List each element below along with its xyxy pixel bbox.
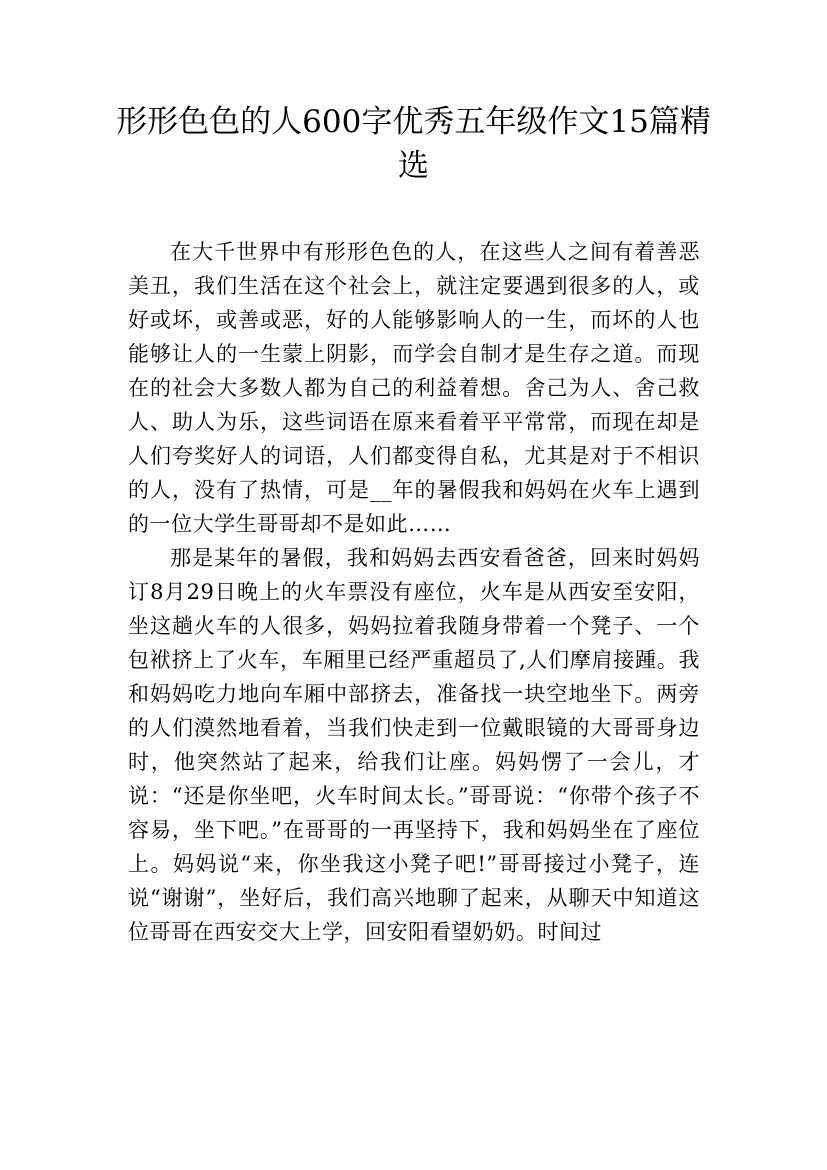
paragraph-1: 在大千世界中有形形色色的人，在这些人之间有着善恶美丑，我们生活在这个社会上，就注定要遇到很多的人，或好或坏，或善或恶，好的人能够影响人的一生，而坏的人也能够让人的一生蒙上阴影，而学会自制才是生存之道。而现在的社会大多数人都为自己的利益着想。舍己为人、舍己救人、助人为乐，这些词语在原来看着平平常常，而现在却是人们夸奖好人的词语，人们都变得自私，尤其是对于不相识的人，没有了热情，可是__年的暑假我和妈妈在火车上遇到的一位大学生哥哥却不是如此…… (128, 240, 700, 536)
document-title: 形形色色的人600字优秀五年级作文15篇精选 (116, 104, 711, 184)
document-body (128, 235, 700, 949)
paragraph-2: 那是某年的暑假，我和妈妈去西安看爸爸，回来时妈妈订8月29日晚上的火车票没有座位，火车是从西安至安阳，坐这趟火车的人很多，妈妈拉着我随身带着一个凳子、一个包袱挤上了火车，车厢里已经严重超员了,人们摩肩接踵。我和妈妈吃力地向车厢中部挤去，准备找一块空地坐下。两旁的人们漠然地看着，当我们快走到一位戴眼镜的大哥哥身边时，他突然站了起来，给我们让座。妈妈愣了一会儿，才说：“还是你坐吧，火车时间太长。”哥哥说：“你带个孩子不容易，坐下吧。”在哥哥的一再坚持下，我和妈妈坐在了座位上。妈妈说“来，你坐我这小凳子吧!”哥哥接过小凳子，连说“谢谢”，坐好后，我们高兴地聊了起来，从聊天中知道这位哥哥在西安交大上学，回安阳看望奶奶。时间过 (128, 546, 700, 944)
